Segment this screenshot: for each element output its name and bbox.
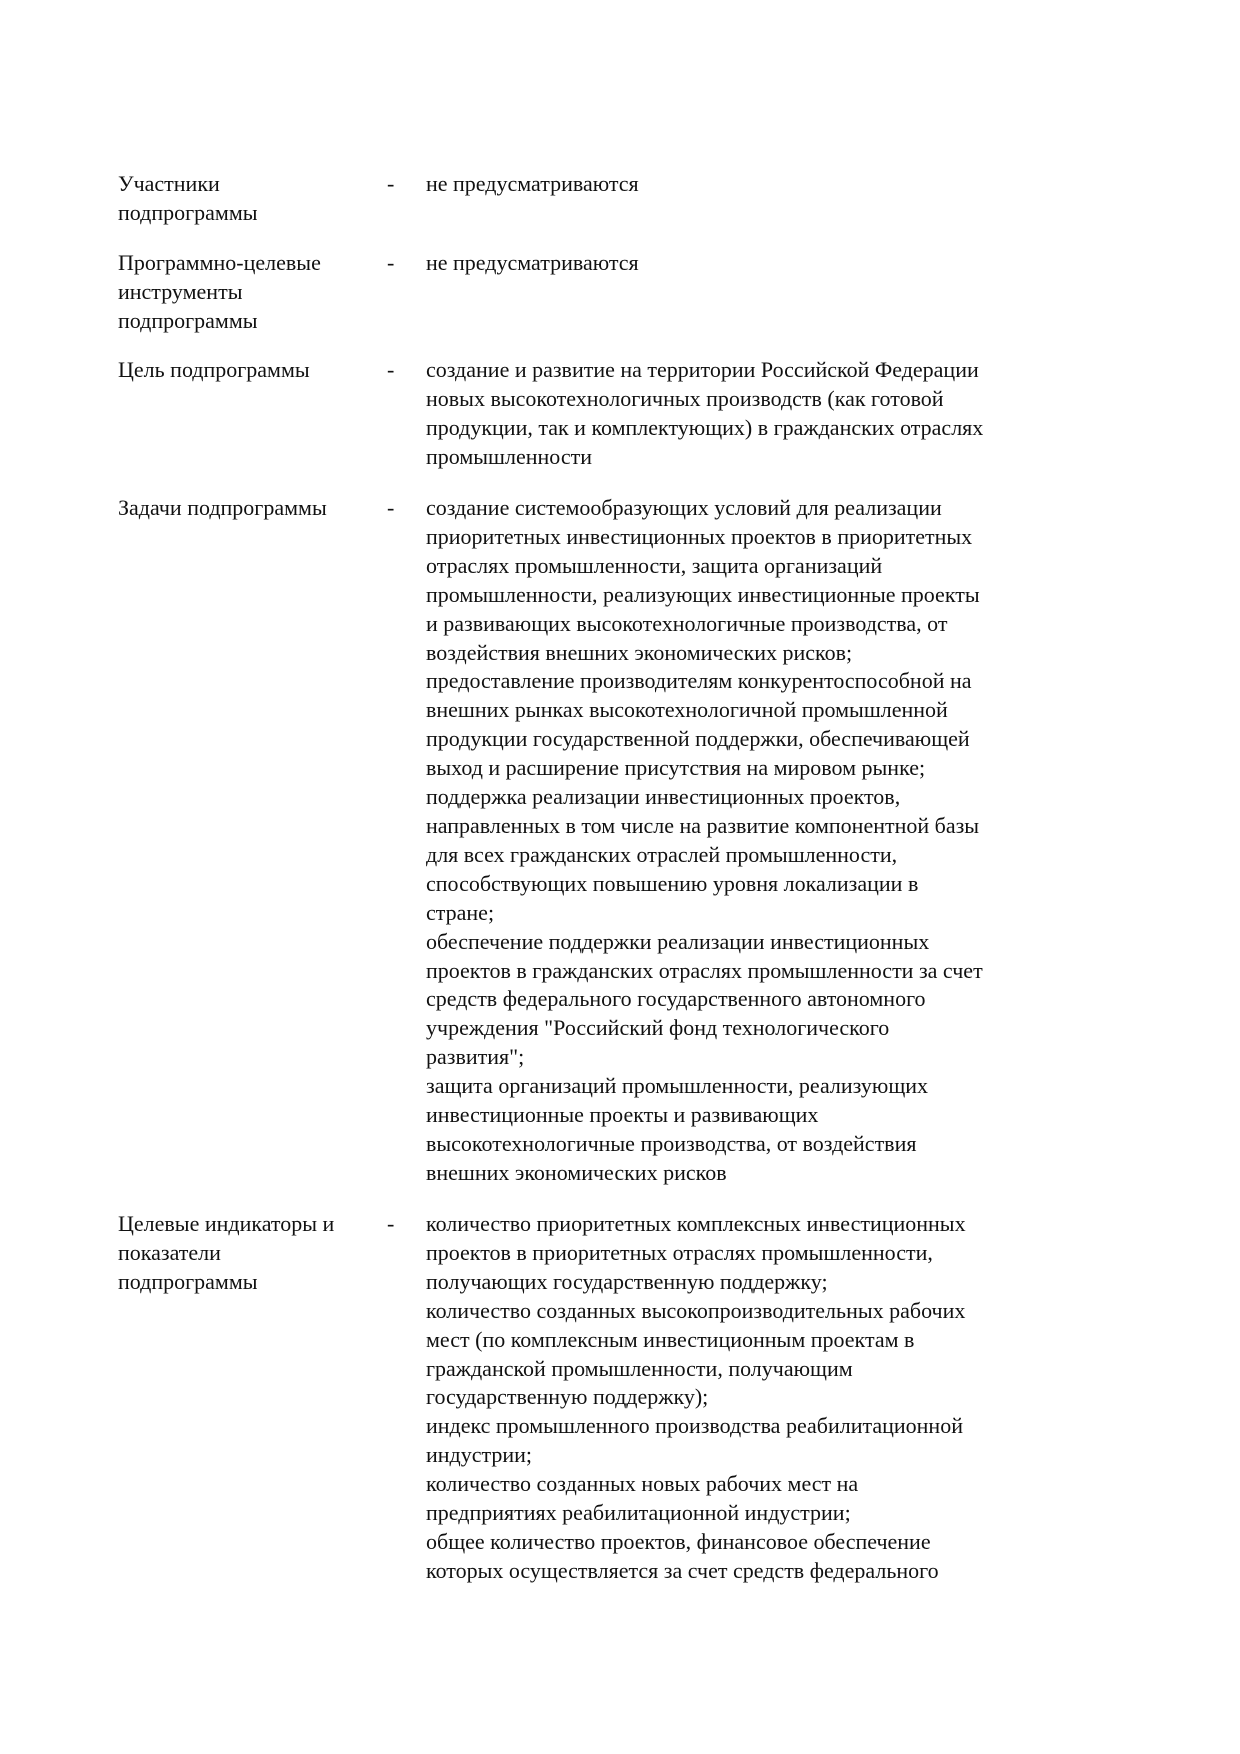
value-line: создание системообразующих условий для реализации bbox=[426, 495, 942, 520]
label-line: Целевые индикаторы и bbox=[118, 1211, 335, 1236]
label-line: подпрограммы bbox=[118, 307, 258, 333]
value-line: индекс промышленного производства реабилитационной bbox=[426, 1413, 963, 1439]
value-line: предоставление производителям конкурентоспособной на bbox=[426, 668, 972, 694]
label-line: Программно-целевые bbox=[118, 250, 321, 275]
value-line: гражданской промышленности, получающим bbox=[426, 1355, 853, 1381]
label-line: инструменты bbox=[118, 278, 243, 304]
value-line: стране; bbox=[426, 899, 495, 925]
value-line: промышленности bbox=[426, 443, 592, 469]
label-line: подпрограммы bbox=[118, 1268, 258, 1294]
row-value bbox=[426, 494, 1126, 1188]
value-line: получающих государственную поддержку; bbox=[426, 1268, 828, 1294]
value-line: предприятиях реабилитационной индустрии; bbox=[426, 1500, 851, 1526]
row-label bbox=[118, 170, 378, 228]
value-line: отраслях промышленности, защита организаций bbox=[426, 552, 883, 578]
value-line: способствующих повышению уровня локализации в bbox=[426, 870, 919, 896]
value-line: для всех гражданских отраслей промышленности, bbox=[426, 841, 898, 867]
value-line: учреждения "Российский фонд технологического bbox=[426, 1015, 890, 1041]
value-line: развития"; bbox=[426, 1044, 525, 1070]
value-line: инвестиционные проекты и развивающих bbox=[426, 1102, 819, 1128]
label-line: Цель подпрограммы bbox=[118, 357, 310, 382]
value-line: внешних рынках высокотехнологичной промышленной bbox=[426, 697, 948, 723]
row-label bbox=[118, 494, 378, 523]
value-line: мест (по комплексным инвестиционным проектам в bbox=[426, 1326, 915, 1352]
label-line: Задачи подпрограммы bbox=[118, 495, 327, 520]
value-line: средств федерального государственного автономного bbox=[426, 986, 926, 1012]
label-line: показатели bbox=[118, 1239, 221, 1265]
row-dash: - bbox=[387, 357, 395, 382]
value-line: проектов в гражданских отраслях промышленности за счет bbox=[426, 957, 983, 983]
value-line: проектов в приоритетных отраслях промышленности, bbox=[426, 1239, 933, 1265]
row-dash: - bbox=[387, 1211, 395, 1236]
value-line: продукции, так и комплектующих) в гражданских отраслях bbox=[426, 414, 984, 440]
value-line: индустрии; bbox=[426, 1442, 533, 1468]
value-line: создание и развитие на территории Российской Федерации bbox=[426, 357, 979, 382]
value-line: воздействия внешних экономических рисков; bbox=[426, 639, 853, 665]
value-line: высокотехнологичные производства, от воздействия bbox=[426, 1130, 917, 1156]
value-line: защита организаций промышленности, реализующих bbox=[426, 1073, 929, 1099]
row-dash: - bbox=[387, 495, 395, 520]
row-label bbox=[118, 1210, 378, 1297]
label-line: Участники bbox=[118, 171, 220, 196]
value-line: общее количество проектов, финансовое обеспечение bbox=[426, 1528, 931, 1554]
row-label bbox=[118, 356, 378, 385]
value-line: которых осуществляется за счет средств федерального bbox=[426, 1557, 939, 1583]
value-line: поддержка реализации инвестиционных проектов, bbox=[426, 784, 901, 810]
value-line: промышленности, реализующих инвестиционные проекты bbox=[426, 581, 980, 607]
label-line: подпрограммы bbox=[118, 199, 258, 225]
value-line: новых высокотехнологичных производств (как готовой bbox=[426, 385, 944, 411]
value-line: приоритетных инвестиционных проектов в приоритетных bbox=[426, 523, 973, 549]
row-value bbox=[426, 170, 1126, 199]
value-line: направленных в том числе на развитие компонентной базы bbox=[426, 812, 980, 838]
value-line: и развивающих высокотехнологичные производства, от bbox=[426, 610, 948, 636]
value-line: не предусматриваются bbox=[426, 250, 639, 275]
value-line: внешних экономических рисков bbox=[426, 1159, 727, 1185]
value-line: обеспечение поддержки реализации инвестиционных bbox=[426, 928, 930, 954]
value-line: продукции государственной поддержки, обеспечивающей bbox=[426, 726, 970, 752]
row-dash: - bbox=[387, 250, 395, 275]
value-line: не предусматриваются bbox=[426, 171, 639, 196]
row-value bbox=[426, 1210, 1126, 1586]
value-line: выход и расширение присутствия на мировом рынке; bbox=[426, 755, 926, 781]
row-value bbox=[426, 249, 1126, 278]
row-value bbox=[426, 356, 1126, 472]
value-line: количество приоритетных комплексных инвестиционных bbox=[426, 1211, 966, 1236]
row-dash: - bbox=[387, 171, 395, 196]
value-line: количество созданных новых рабочих мест на bbox=[426, 1471, 859, 1497]
value-line: количество созданных высокопроизводительных рабочих bbox=[426, 1297, 966, 1323]
row-label bbox=[118, 249, 378, 336]
value-line: государственную поддержку); bbox=[426, 1384, 709, 1410]
